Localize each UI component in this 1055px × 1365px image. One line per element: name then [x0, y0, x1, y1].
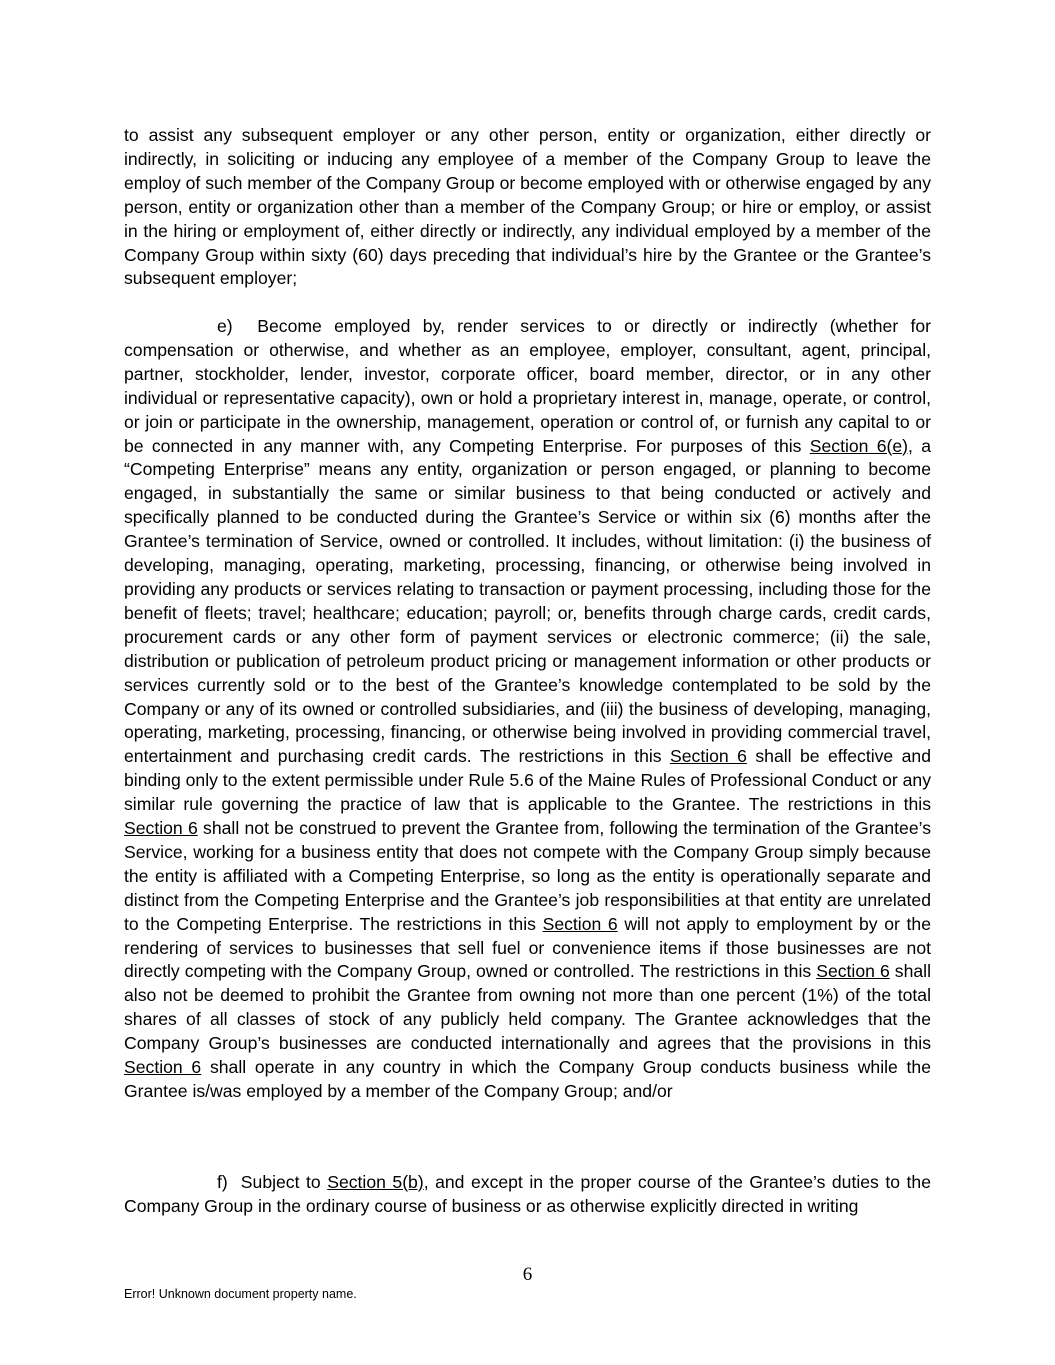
page-number: 6 — [522, 1264, 533, 1285]
paragraph-f-text-2: , and except in the proper course of the Grantee’s duties to the Company Group in the ordinary course of business or as otherwise explicitly directed in writing — [124, 1172, 931, 1216]
paragraph-d-text: to assist any subsequent employer or any other person, entity or organization, either directly or indirectly, in soliciting or inducing any employee of a member of the Company Group to leave the employ of such member of the Company Group or become employed with or otherwise engaged by any person, entity or organization other than a member of the Company Group; or hire or employ, or assist in the hiring or employment of, either directly or indirectly, any individual employed by a member of the Company Group within sixty (60) days preceding that individual’s hire by the Grantee or the Grantee’s subsequent employer; — [124, 125, 931, 289]
footer-property-error: Error! Unknown document property name. — [124, 1287, 357, 1301]
paragraph-e-text-7: shall operate in any country in which the Company Group conducts business while the Grantee is/was employed by a member of the Company Group; and/or — [124, 1057, 931, 1101]
section-6-reference: Section 6 — [670, 746, 747, 767]
section-6-reference: Section 6 — [816, 961, 890, 982]
section-6e-reference: Section 6(e) — [809, 435, 909, 456]
paragraph-e-label: e) — [217, 316, 233, 336]
section-6-reference: Section 6 — [542, 913, 618, 934]
paragraph-e-text-1: Become employed by, render services to or directly or indirectly (whether for compensation or otherwise, and whether as an employee, employer, consultant, agent, principal, partner, stockholder, lender, investor, corporate officer, board member, director, or in any other individual or representative capacity), own or hold a proprietary interest in, manage, operate, or control, or join or participate in the ownership, management, operation or control of, or furnish any capital to or be connected in any manner with, any Competing Enterprise. For purposes of this — [124, 316, 932, 456]
paragraph-e-text-5: will not apply to employment by or the rendering of services to businesses that sell fuel or convenience items if those businesses are not directly competing with the Company Group, owned or controlled. The restrictions in this — [124, 913, 931, 982]
paragraph-f — [124, 1171, 931, 1219]
section-6-reference: Section 6 — [124, 818, 198, 839]
paragraph-f-text-1: Subject to — [240, 1172, 328, 1192]
paragraph-e-text-4: shall not be construed to prevent the Grantee from, following the termination of the Grantee’s Service, working for a business entity that does not compete with the Company Group simply because the entity is affiliated with a Competing Enterprise, so long as the entity is operationally separate and distinct from the Competing Enterprise and the Grantee’s job responsibilities at that entity are unrelated to the Competing Enterprise. The restrictions in this — [124, 818, 931, 934]
paragraph-e — [124, 315, 931, 1104]
section-6-reference: Section 6 — [124, 1057, 202, 1078]
paragraph-f-label: f) — [217, 1172, 228, 1192]
paragraph-e-text-2: , a “Competing Enterprise” means any entity, organization or person engaged, or planning to become engaged, in substantially the same or similar business to that being conducted or actively and specifically planned to be conducted during the Grantee’s Service or within six (6) months after the Grantee’s termination of Service, owned or controlled. It includes, without limitation: (i) the business of developing, managing, operating, marketing, processing, financing, or otherwise being involved in providing any products or services relating to transaction or payment processing, including those for the benefit of fleets; travel; healthcare; education; payroll; or, benefits through charge cards, credit cards, procurement cards or any other form of payment services or electronic commerce; (ii) the sale, distribution or publication of petroleum product pricing or management information or other products or services currently sold or to the best of the Grantee’s knowledge contemplated to be sold by the Company or any of its owned or controlled subsidiaries, and (iii) the business of developing, managing, operating, marketing, processing, financing, or otherwise being involved in providing commercial travel, entertainment and purchasing credit cards. The restrictions in this — [124, 435, 931, 767]
section-5b-reference: Section 5(b) — [327, 1172, 424, 1192]
paragraph-e-text-6: shall also not be deemed to prohibit the Grantee from owning not more than one percent (1%) of the total shares of all classes of stock of any publicly held company. The Grantee acknowledges that the Company Group’s businesses are conducted internationally and agrees that the provisions in this — [124, 961, 931, 1054]
paragraph-e-text-3: shall be effective and binding only to the extent permissible under Rule 5.6 of the Maine Rules of Professional Conduct or any similar rule governing the practice of law that is applicable to the Grantee. The restrictions in this — [124, 746, 931, 815]
paragraph-d-continued — [124, 124, 931, 291]
